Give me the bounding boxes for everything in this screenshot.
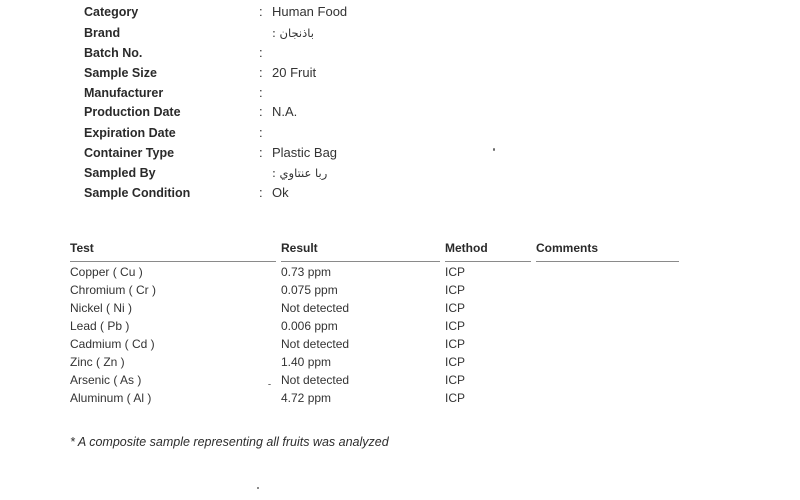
info-colon: : — [272, 166, 276, 180]
cell-result: Not detected — [281, 337, 350, 351]
cell-test: Lead ( Pb ) — [70, 319, 130, 333]
info-row-batch-no — [0, 43, 800, 63]
info-value: Plastic Bag — [272, 145, 338, 160]
table-row — [0, 335, 800, 353]
info-value-text: ربا عنتاوي — [279, 166, 328, 180]
info-row-production-date — [0, 102, 800, 122]
cell-result: Not detected — [281, 373, 350, 387]
info-row-sample-condition — [0, 183, 800, 203]
info-value: 20 Fruit — [272, 65, 317, 80]
info-row-sampled-by — [0, 163, 800, 183]
info-colon: : — [259, 125, 263, 140]
cell-test: Aluminum ( Al ) — [70, 391, 152, 405]
info-value: Human Food — [272, 4, 348, 19]
info-row-brand — [0, 23, 800, 43]
cell-method: ICP — [445, 373, 466, 387]
header-divider — [70, 261, 276, 262]
header-result: Result — [281, 241, 318, 255]
info-label: Batch No. — [84, 46, 143, 60]
cell-method: ICP — [445, 301, 466, 315]
info-value: Ok — [272, 185, 289, 200]
table-row — [0, 317, 800, 335]
info-label: Brand — [84, 26, 121, 40]
info-colon: : — [259, 145, 263, 160]
scan-speck — [493, 148, 495, 151]
cell-method: ICP — [445, 319, 466, 333]
info-row-category — [0, 2, 800, 22]
info-row-manufacturer — [0, 83, 800, 103]
footnote: * A composite sample representing all fruits was analyzed — [70, 435, 389, 449]
info-label: Sample Size — [84, 66, 157, 80]
table-row — [0, 299, 800, 317]
results-table — [0, 236, 800, 416]
cell-method: ICP — [445, 265, 466, 279]
cell-result: 1.40 ppm — [281, 355, 332, 369]
info-colon: : — [259, 104, 263, 119]
cell-test: Arsenic ( As ) — [70, 373, 142, 387]
cell-method: ICP — [445, 355, 466, 369]
info-row-sample-size — [0, 63, 800, 83]
info-label: Manufacturer — [84, 86, 164, 100]
info-colon: : — [272, 26, 276, 40]
table-row — [0, 353, 800, 371]
cell-test: Copper ( Cu ) — [70, 265, 143, 279]
table-row — [0, 263, 800, 281]
scan-speck — [257, 487, 259, 489]
header-test: Test — [70, 241, 94, 255]
info-value-text: باذنجان — [279, 26, 314, 40]
info-label: Container Type — [84, 146, 175, 160]
info-row-expiration-date — [0, 123, 800, 143]
info-colon: : — [259, 85, 263, 100]
info-value-rtl — [272, 23, 314, 43]
table-row — [0, 281, 800, 299]
info-value-rtl — [272, 163, 327, 183]
header-divider — [536, 261, 679, 262]
cell-test: Cadmium ( Cd ) — [70, 337, 155, 351]
cell-method: ICP — [445, 337, 466, 351]
cell-result: 0.075 ppm — [281, 283, 338, 297]
cell-test: Zinc ( Zn ) — [70, 355, 125, 369]
cell-result: 0.006 ppm — [281, 319, 338, 333]
cell-method: ICP — [445, 283, 466, 297]
info-colon: : — [259, 4, 263, 19]
info-colon: : — [259, 45, 263, 60]
header-divider — [281, 261, 440, 262]
cell-test: Chromium ( Cr ) — [70, 283, 156, 297]
info-label: Sampled By — [84, 166, 156, 180]
cell-method: ICP — [445, 391, 466, 405]
table-row — [0, 371, 800, 389]
cell-result: 4.72 ppm — [281, 391, 332, 405]
header-method: Method — [445, 241, 488, 255]
info-value: N.A. — [272, 104, 298, 119]
header-comments: Comments — [536, 241, 599, 255]
info-label: Expiration Date — [84, 126, 176, 140]
info-row-container-type — [0, 143, 800, 163]
cell-result: Not detected — [281, 301, 350, 315]
info-colon: : — [259, 65, 263, 80]
table-row — [0, 389, 800, 407]
sample-info-list — [0, 0, 800, 215]
scan-speck — [268, 384, 271, 385]
header-divider — [445, 261, 531, 262]
info-label: Sample Condition — [84, 186, 191, 200]
cell-result: 0.73 ppm — [281, 265, 332, 279]
cell-test: Nickel ( Ni ) — [70, 301, 132, 315]
info-colon: : — [259, 185, 263, 200]
info-label: Production Date — [84, 105, 181, 119]
info-label: Category — [84, 5, 139, 19]
